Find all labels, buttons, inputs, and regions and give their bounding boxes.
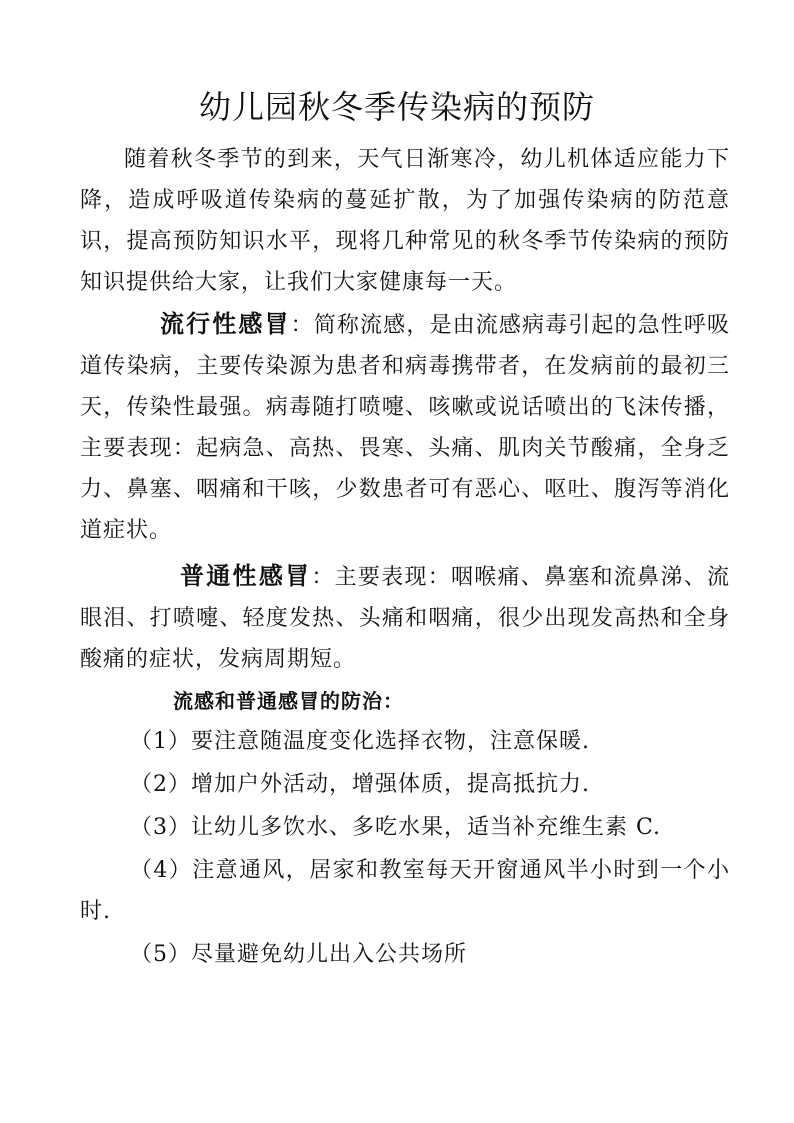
prevention-item: （1）要注意随温度变化选择衣物，注意保暖. [130,729,590,754]
common-cold-paragraph [80,556,730,680]
flu-colon: ： [290,313,314,338]
prevention-list [80,721,730,977]
flu-term: 流行性感冒 [160,310,291,338]
prevention-item: （4）注意通风，居家和教室每天开窗通风半小时到一个小时. [80,858,730,924]
prevention-heading: 流感和普通感冒的防治： [173,689,404,713]
prevention-item: （3）让幼儿多饮水、多吃水果，适当补充维生素 C. [130,815,662,840]
common-cold-text: 主要表现：咽喉痛、鼻塞和流鼻涕、流眼泪、打喷嚏、轻度发热、头痛和咽痛，很少出现发高热和全身酸痛的症状，发病周期短。 [80,565,730,672]
intro-paragraph: 随着秋冬季节的到来，天气日渐寒冷，幼儿机体适应能力下降，造成呼吸道传染病的蔓延扩散，为了加强传染病的防范意识，提高预防知识水平，现将几种常见的秋冬季节传染病的预防知识提供给大家，让我们大家健康每一天。 [80,147,730,295]
common-cold-colon: ： [311,565,335,590]
common-cold-term: 普通性感冒 [180,562,312,590]
flu-text: 简称流感，是由流感病毒引起的急性呼吸道传染病，主要传染源为患者和病毒携带者，在发病前的最初三天，传染性最强。病毒随打喷嚏、咳嗽或说话喷出的飞沫传播，主要表现：起病急、高热、畏寒、头痛、肌肉关节酸痛，全身乏力、鼻塞、咽痛和干咳，少数患者可有恶心、呕吐、腹泻等消化道症状。 [80,313,730,543]
flu-paragraph [80,304,730,551]
prevention-item: （2）增加户外活动，增强体质，提高抵抗力. [130,772,590,797]
document-title: 幼儿园秋冬季传染病的预防 [198,88,595,126]
prevention-item: （5）尽量避免幼儿出入公共场所 [130,942,467,967]
